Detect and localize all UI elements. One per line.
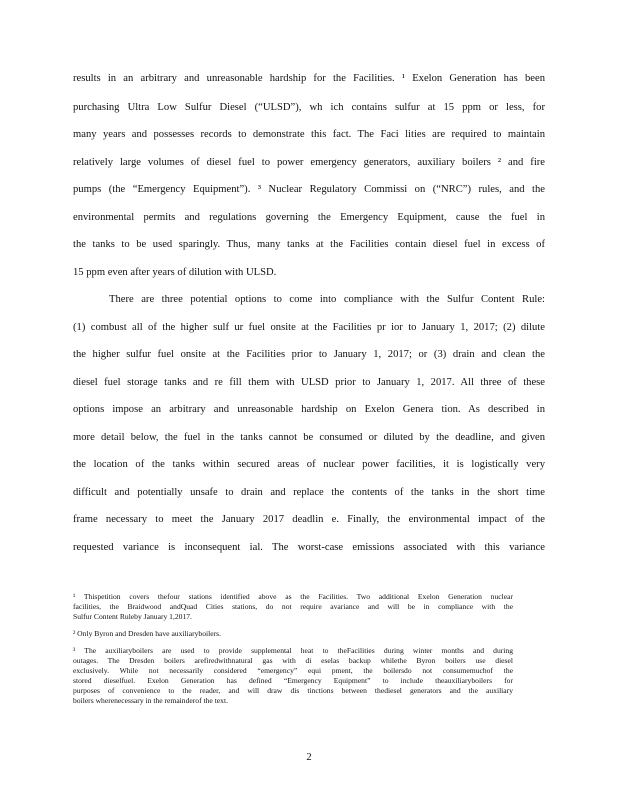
body-line: There are three potential options to come into compliance with the Sulfur Content Rule: [109,294,545,305]
footnote-line: stored dieselfuel. Exelon Generation has defined “Emergency Equipment” to include theauxiliaryboilers for [73,676,513,685]
footnote-line: ³ The auxiliaryboilers are used to provide supplemental heat to theFacilities during winter months and during [73,646,513,655]
footnote-line: exclusively. While not necessarily considered “emergency” equi pment, the boilersdo not consumemuchof the [73,666,513,675]
body-line: results in an arbitrary and unreasonable hardship for the Facilities. ¹ Exelon Generation has been [73,73,545,84]
footnote-line: ² Only Byron and Dresden have auxiliaryboilers. [73,629,221,638]
body-line: the location of the tanks within secured areas of nuclear power facilities, it is logistically very [73,459,545,470]
footnote-line: Sulfur Content Ruleby January 1,2017. [73,612,192,621]
footnote-line: boilers wherenecessary in the remainderof the text. [73,696,228,705]
footnote-line: outages. The Dresden boilers arefiredwithnatural gas with di eselas backup whilethe Byron boilers use diesel [73,656,513,665]
footnote-line: ¹ Thispetition covers thefour stations identified above as the Facilities. Two additional Exelon Generation nuclear [73,592,513,601]
body-line: more detail below, the fuel in the tanks cannot be consumed or diluted by the deadline, and given [73,432,545,443]
body-line: difficult and potentially unsafe to drain and replace the contents of the tanks in the short time [73,487,545,498]
body-line: 15 ppm even after years of dilution with ULSD. [73,267,277,278]
body-line: requested variance is inconsequent ial. The worst-case emissions associated with this variance [73,542,545,553]
body-line: the tanks to be used sparingly. Thus, many tanks at the Facilities contain diesel fuel in excess of [73,239,545,250]
body-line: diesel fuel storage tanks and re fill them with ULSD prior to January 1, 2017. All three of these [73,377,545,388]
body-line: pumps (the “Emergency Equipment”). ³ Nuclear Regulatory Commissi on (“NRC”) rules, and the [73,184,545,195]
body-line: (1) combust all of the higher sulf ur fuel onsite at the Facilities pr ior to January 1, 2017; (2) dilute [73,322,545,333]
body-line: environmental permits and regulations governing the Emergency Equipment, cause the fuel in [73,212,545,223]
body-line: the higher sulfur fuel onsite at the Facilities prior to January 1, 2017; or (3) drain and clean the [73,349,545,360]
body-line: frame necessary to meet the January 2017 deadlin e. Finally, the environmental impact of the [73,514,545,525]
footnote-line: facilities, the Braidwood andQuad Cities stations, do not require avariance and will be in compliance with the [73,602,513,611]
page-number: 2 [306,752,312,763]
body-line: purchasing Ultra Low Sulfur Diesel (“ULSD”), wh ich contains sulfur at 15 ppm or less, for [73,102,545,113]
body-line: options impose an arbitrary and unreasonable hardship on Exelon Genera tion. As described in [73,404,545,415]
body-line: relatively large volumes of diesel fuel to power emergency generators, auxiliary boilers ² and fire [73,157,545,168]
body-line: many years and possesses records to demonstrate this fact. The Faci lities are required to maintain [73,129,545,140]
footnote-line: purposes of convenience to the reader, and will draw dis tinctions between thediesel generators and the auxiliary [73,686,513,695]
